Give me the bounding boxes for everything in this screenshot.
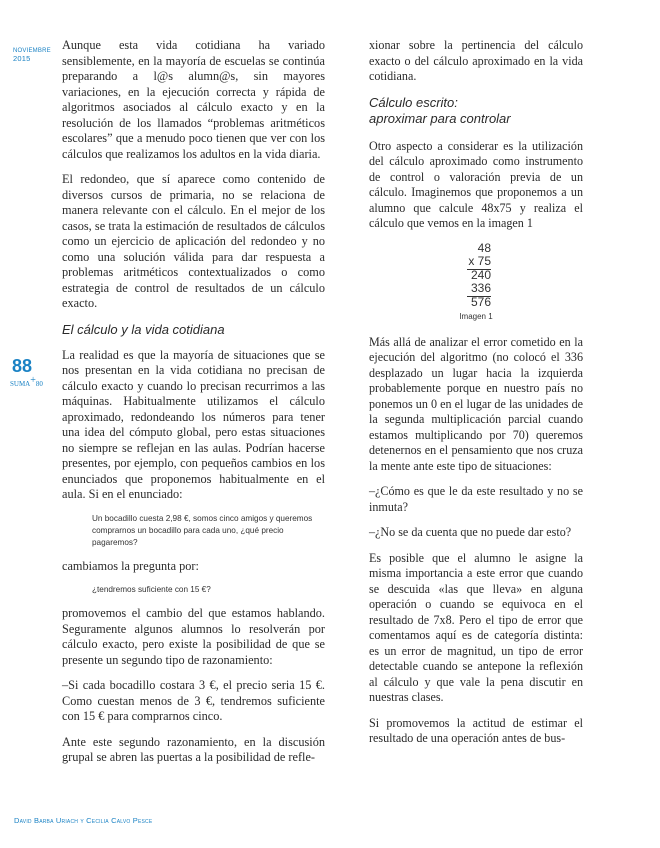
- paragraph: –¿No se da cuenta que no puede dar esto?: [369, 525, 572, 539]
- left-column: [62, 38, 325, 776]
- multiplicand: 48: [477, 240, 491, 255]
- paragraph: xionar sobre la pertinencia del cálculo exacto o del cálculo aproximado en la vida cotidiana.: [369, 38, 583, 83]
- journal-name: [10, 375, 43, 389]
- paragraph: Es posible que el alumno le asigne la misma importancia a este error que cuando se descuida «las que lleva» en alguna operación o cuando se equivoca en el resultado de 7x8. Pero el tipo de error que comentamos aquí es de categoría distinta: es un error de magnitud, un tipo de error detectable cuando se antepone la reflexión al cálculo y que vale la pena discutir en nuestras clases.: [369, 550, 583, 704]
- page-number: 88: [12, 356, 33, 376]
- paragraph: La realidad es que la mayoría de situaciones que se nos presentan en la vida cotidiana no precisan de cálculo exacto y cuando lo precisan recurrimos a las máquinas. Habitualmente utilizamos el cálculo aproximado, redondeando los números para tener una idea del cómputo global, pero estas situaciones no siempre se reflejan en las aulas. Podrían hacerse presentes, por ejemplo, con pequeños cambios en los enunciados que proponemos habitualmente en el aula. Si en el enunciado:: [62, 347, 325, 501]
- partial-product-2: 336: [470, 280, 491, 295]
- paragraph: Ante este segundo razonamiento, en la discusión grupal se abren las puertas a la posibilidad de refle-: [62, 734, 325, 764]
- journal-plus: +: [30, 375, 36, 386]
- multiplier: x 75: [468, 253, 491, 268]
- journal-title: SUMA: [10, 380, 31, 388]
- section-heading: [369, 95, 583, 127]
- paragraph: El redondeo, que sí aparece como contenido de diversos cursos de primaria, no se relaciona de manera relevante con el cálculo. En el mejor de los casos, se trata la estimación de resultados de cálculos como un ejercicio de aplicación del redondeo y no como una solución válida para dar respuesta a problemas aritméticos contextualizados o como estrategia de control de resultados de un cálculo exacto.: [62, 172, 325, 310]
- section-heading: El cálculo y la vida cotidiana: [62, 321, 225, 337]
- figure-caption: Imagen 1: [459, 311, 493, 321]
- paragraph: –¿Cómo es que le da este resultado y no se inmuta?: [369, 484, 583, 514]
- result: 576: [470, 294, 491, 309]
- paragraph: –Si cada bocadillo costara 3 €, el precio seria 15 €. Como cuestan menos de 3 €, tendremos suficiente con 15 € para comprarnos cinco.: [62, 678, 325, 723]
- multiplication-figure: [369, 242, 583, 308]
- issue-month: noviembre: [13, 45, 51, 54]
- paragraph: Si promovemos la actitud de estimar el resultado de una operación antes de bus-: [369, 715, 583, 745]
- right-column: [369, 38, 583, 757]
- problem-question: ¿tendremos suficiente con 15 €?: [92, 585, 211, 594]
- page-footer-authors: David Barba Uriach y Cecilia Calvo Pesce: [14, 816, 153, 825]
- section-heading-line1: Cálculo escrito:: [369, 94, 458, 110]
- paragraph: cambiamos la pregunta por:: [62, 558, 199, 573]
- section-heading-line2: aproximar para controlar: [369, 110, 511, 126]
- paragraph: promovemos el cambio del que estamos hablando. Seguramente algunos alumnos lo resolverán por cálculo exacto, pero existe la posibilidad de que se presente un segundo tipo de razonamiento:: [62, 606, 325, 667]
- issue-date: [13, 45, 53, 63]
- journal-issue: 80: [35, 380, 43, 388]
- paragraph: Más allá de analizar el error cometido en la ejecución del algoritmo (no colocó el 336 desplazado un lugar hacia la izquierda probablemente porque en nuestro país no ponemos un 0 en el lugar de las unidades de la segunda multiplicación parcial cuando estamos multiplicando por 70) queremos detenernos en el pensamiento que nos cruza la mente ante este tipo de situaciones:: [369, 334, 583, 473]
- issue-year: 2015: [13, 54, 31, 63]
- paragraph: Aunque esta vida cotidiana ha variado sensiblemente, en la mayoría de escuelas se continúa preparando a l@s alumn@s, sin mayores variaciones, en la ejecución correcta y rápida de algoritmos asociados al cálculo exacto y en la resolución de los llamados “problemas aritméticos escolares” que a menudo poco tienen que ver con los cálculos que realizamos los adultos en la vida diaria.: [62, 38, 325, 161]
- problem-statement: Un bocadillo cuesta 2,98 €, somos cinco amigos y queremos comprarnos un bocadillo para cada uno, ¿qué precio pagaremos?: [92, 513, 313, 547]
- partial-product-1: 240: [470, 267, 491, 282]
- paragraph: Otro aspecto a considerar es la utilización del cálculo aproximado como instrumento de control o valoración previa de un cálculo. Imaginemos que proponemos a un alumno que calcule 48x75 y realiza el cálculo que vemos en la imagen 1: [369, 138, 583, 230]
